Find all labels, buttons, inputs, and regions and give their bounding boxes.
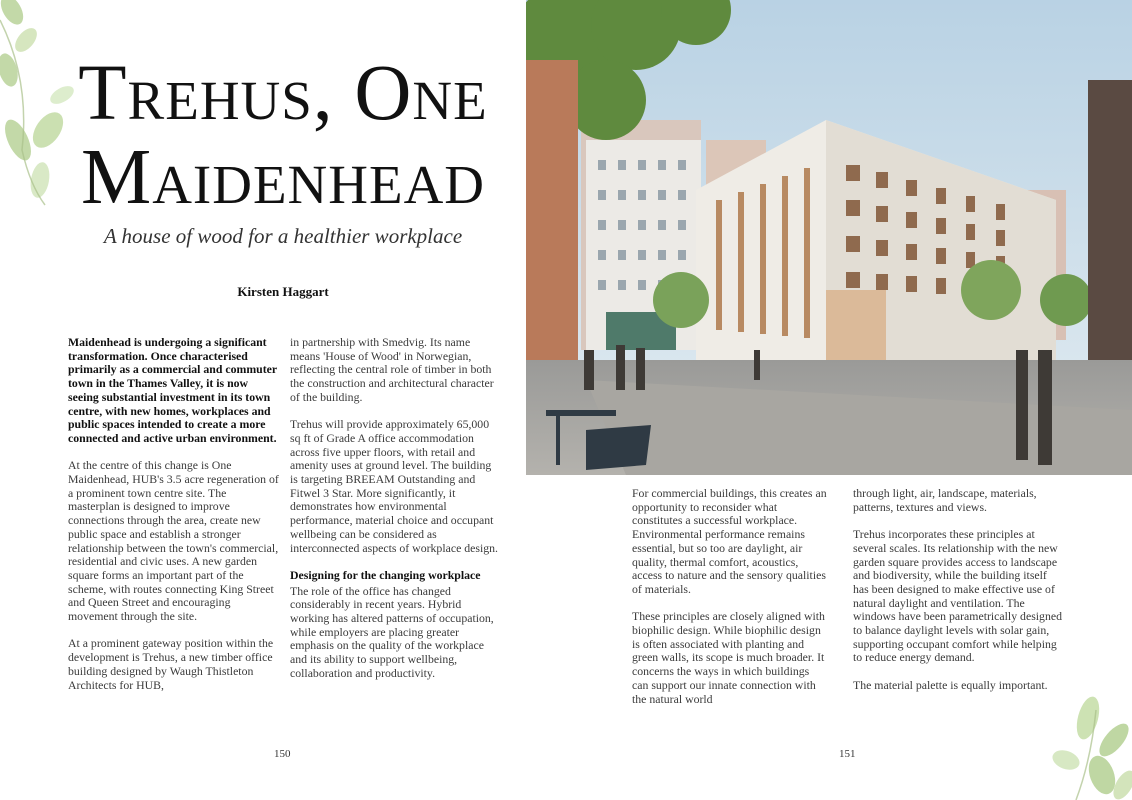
page-number-left: 150 [274, 748, 291, 760]
leaf-decoration-bottom-right [1036, 690, 1132, 800]
text-column-1 [68, 336, 280, 706]
body-paragraph: These principles are closely aligned with biophilic design. While biophilic design is often associated with planting and green walls, its scope is much broader. It concerns the ways in which buildings can support our innate connection with the natural world [632, 609, 825, 706]
body-paragraph: Trehus will provide approximately 65,000 sq ft of Grade A office accommodation across five upper floors, with retail and amenity uses at ground level. The building is targeting BREEAM Outstanding and Fitwel 3 Star. More significantly, it demonstrates how environmental performance, material choice and occupant wellbeing can be considered as interconnected aspects of workplace design. [290, 417, 499, 555]
text-column-2 [290, 336, 502, 694]
lede-paragraph: Maidenhead is undergoing a significant transformation. Once characterised primarily as a commercial and commuter town in the Thames Valley, it is now seeing substantial investment in its town centre, with new homes, workplaces and public spaces intended to create a more connected and active urban environment. [68, 335, 277, 445]
text-column-4 [853, 487, 1065, 706]
body-paragraph: Trehus incorporates these principles at several scales. Its relationship with the new garden square provides access to landscape and biodiversity, while the building itself has been designed to make effective use of natural daylight and ventilation. The windows have been parametrically designed to balance daylight levels with solar gain, supporting occupant comfort while helping to reduce energy demand. [853, 527, 1062, 665]
title-line-2: Maidenhead [80, 134, 486, 221]
body-paragraph: The role of the office has changed considerably in recent years. Hybrid working has altered patterns of occupation, while employers are placing greater emphasis on the quality of the workplace and its ability to support wellbeing, collaboration and productivity. [290, 583, 494, 680]
body-paragraph: At a prominent gateway position within the development is Trehus, a new timber office building designed by Waugh Thistleton Architects for HUB, [68, 636, 274, 692]
page-number-right: 151 [839, 748, 856, 760]
body-paragraph: The material palette is equally important. [853, 677, 1048, 692]
body-paragraph: For commercial buildings, this creates an opportunity to reconsider what constitutes a successful workplace. Environmental performance remains essential, but so too are daylight, air quality, thermal comfort, acoustics, access to nature and the sensory qualities of materials. [632, 486, 827, 596]
building-rendering-image [526, 0, 1132, 475]
text-column-3 [632, 487, 828, 720]
title-line-1: Trehus, One [78, 50, 488, 137]
article-author: Kirsten Haggart [237, 284, 329, 299]
body-paragraph: in partnership with Smedvig. Its name means 'House of Wood' in Norwegian, reflecting the central role of timber in both the construction and architectural character of the building. [290, 335, 494, 404]
section-subheading: Designing for the changing workplace [290, 567, 481, 582]
body-paragraph: At the centre of this change is One Maidenhead, HUB's 3.5 acre regeneration of a prominent town centre site. The masterplan is designed to improve connections through the area, create new public space and establish a stronger relationship between the town's commercial, residential and civic uses. A new garden square forms an important part of the scheme, with routes connecting King Street and Queen Street and encouraging movement through the site. [68, 458, 279, 624]
article-title [30, 52, 536, 220]
article-subtitle: A house of wood for a healthier workplace [103, 224, 463, 248]
body-paragraph: through light, air, landscape, materials, patterns, textures and views. [853, 486, 1037, 514]
